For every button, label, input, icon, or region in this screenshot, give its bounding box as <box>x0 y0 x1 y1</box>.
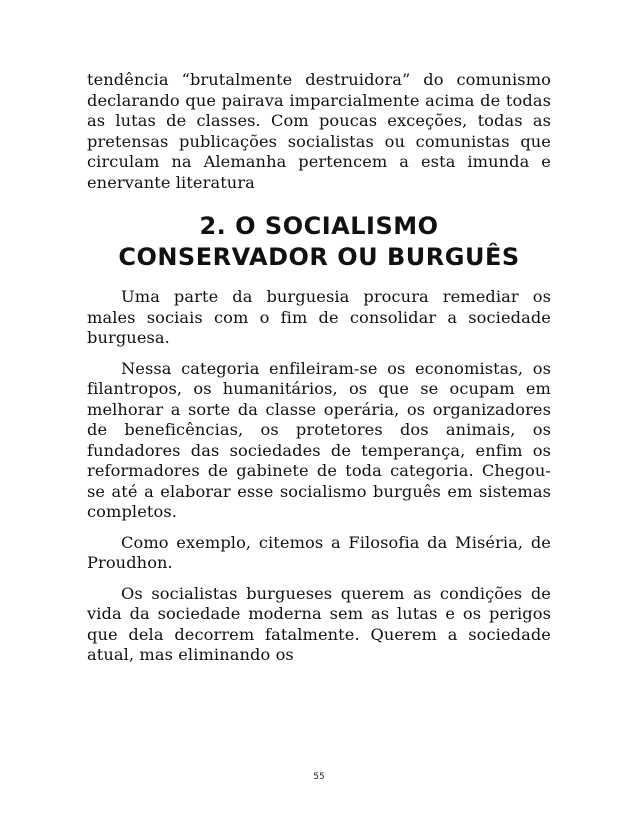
section-heading <box>87 211 551 273</box>
section-heading-line-2: CONSERVADOR OU BURGUÊS <box>118 243 520 271</box>
paragraph-bourgeoisie: Uma parte da burguesia procura remediar os males sociais com o fim de consolidar a sociedade burguesa. <box>87 287 551 347</box>
section-heading-line-1: 2. O SOCIALISMO <box>199 212 439 240</box>
paragraph-category: Nessa categoria enfileiram-se os economistas, os filantropos, os humanitários, os que se ocupam em melhorar a sorte da classe operária, os organizadores de beneficências, os protetores dos animais, os fundadores das sociedades de temperança, enfim os reformadores de gabinete de toda categoria. Chegou-se até a elaborar esse socialismo burguês em sistemas completos. <box>87 358 551 521</box>
paragraph-bourgeois-socialists: Os socialistas burgueses querem as condições de vida da sociedade moderna sem as lutas e os perigos que dela decorrem fatalmente. Querem a sociedade atual, mas eliminando os <box>87 583 551 664</box>
paragraph-continuation: tendência “brutalmente destruidora” do comunismo declarando que pairava imparcialmente acima de todas as lutas de classes. Com poucas exceções, todas as pretensas publicações socialistas ou comunistas que circulam na Alemanha pertencem a esta imunda e enervante literatura <box>87 70 551 192</box>
document-page <box>87 70 551 666</box>
page-number: 55 <box>313 772 325 782</box>
paragraph-example: Como exemplo, citemos a Filosofia da Miséria, de Proudhon. <box>87 532 551 572</box>
